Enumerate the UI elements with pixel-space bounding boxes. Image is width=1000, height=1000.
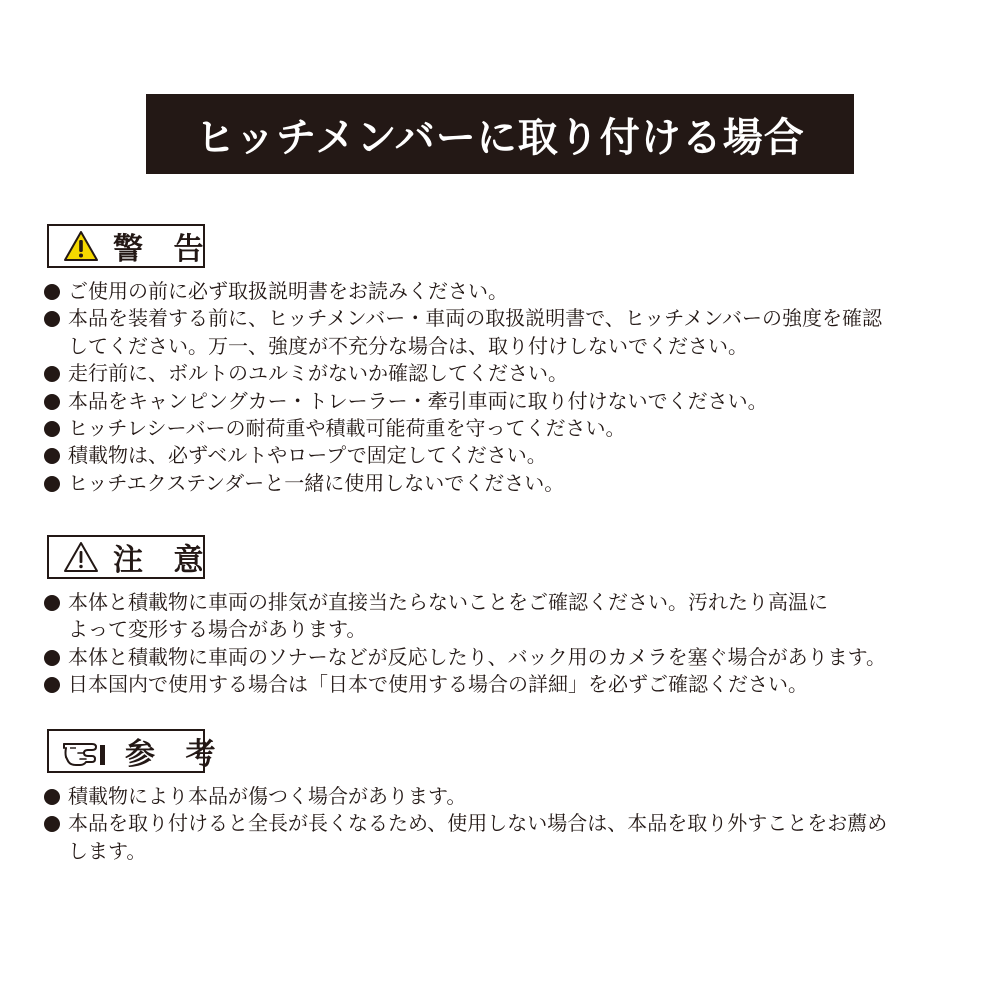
reference-item [40, 783, 970, 810]
warning-list [40, 278, 970, 497]
warning-item [40, 305, 970, 360]
warning-item-text: ヒッチエクステンダーと一緒に使用しないでください。 [68, 470, 565, 495]
caution-triangle-icon [61, 540, 101, 574]
title-banner [146, 94, 854, 174]
reference-section [40, 729, 970, 879]
caution-list [40, 589, 970, 699]
caution-item-text: 本体と積載物に車両のソナーなどが反応したり、バック用のカメラを塞ぐ場合があります。 [68, 644, 886, 669]
warning-item [40, 442, 970, 469]
reference-item [40, 810, 970, 865]
warning-section [40, 224, 970, 509]
bullet-icon [44, 311, 60, 327]
reference-list [40, 783, 970, 865]
reference-label-box [47, 729, 226, 773]
warning-item [40, 415, 970, 442]
warning-label-box [47, 224, 214, 268]
reference-item-text: 積載物により本品が傷つく場合があります。 [68, 784, 467, 808]
caution-section [40, 535, 970, 705]
warning-item-text: ご使用の前に必ず取扱説明書をお読みください。 [68, 279, 508, 303]
bullet-icon [44, 650, 60, 666]
reference-label: 参 考 [125, 737, 226, 772]
warning-item [40, 388, 970, 415]
bullet-icon [44, 677, 60, 693]
bullet-icon [44, 394, 60, 410]
bullet-icon [44, 476, 60, 492]
warning-item [40, 278, 970, 305]
caution-item-text: よって変形する場合があります。 [68, 617, 367, 642]
warning-item-text: 走行前に、ボルトのユルミがないか確認してください。 [68, 361, 568, 386]
pointing-hand-icon [61, 734, 121, 768]
bullet-icon [44, 421, 60, 437]
caution-label: 注 意 [113, 543, 214, 578]
warning-triangle-icon [61, 229, 101, 263]
caution-item [40, 671, 970, 698]
caution-item-text: 日本国内で使用する場合は「日本で使用する場合の詳細」を必ずご確認ください。 [68, 672, 808, 697]
warning-item-text: 本品を装着する前に、ヒッチメンバー・車両の取扱説明書で、ヒッチメンバーの強度を確認 [68, 306, 882, 331]
caution-item [40, 589, 970, 644]
bullet-icon [44, 595, 60, 611]
bullet-icon [44, 789, 60, 805]
warning-item-text: ヒッチレシーバーの耐荷重や積載可能荷重を守ってください。 [68, 416, 626, 441]
bullet-icon [44, 816, 60, 832]
warning-item [40, 470, 970, 497]
warning-item-text: 本品をキャンピングカー・トレーラー・牽引車両に取り付けないでください。 [68, 388, 768, 413]
bullet-icon [44, 448, 60, 464]
page-title: ヒッチメンバーに取り付ける場合 [195, 114, 805, 161]
warning-label: 警 告 [113, 232, 214, 267]
warning-item-text: してください。万一、強度が不充分な場合は、取り付けしないでください。 [68, 333, 748, 358]
warning-item-text: 積載物は、必ずベルトやロープで固定してください。 [68, 443, 547, 468]
bullet-icon [44, 366, 60, 382]
reference-item-text: 本品を取り付けると全長が長くなるため、使用しない場合は、本品を取り外すことをお薦め [68, 811, 888, 836]
bullet-icon [44, 284, 60, 300]
warning-item [40, 360, 970, 387]
caution-item-text: 本体と積載物に車両の排気が直接当たらないことをご確認ください。汚れたり高温に [68, 590, 828, 614]
caution-label-box [47, 535, 214, 579]
reference-item-text: します。 [68, 838, 147, 863]
caution-item [40, 644, 970, 671]
